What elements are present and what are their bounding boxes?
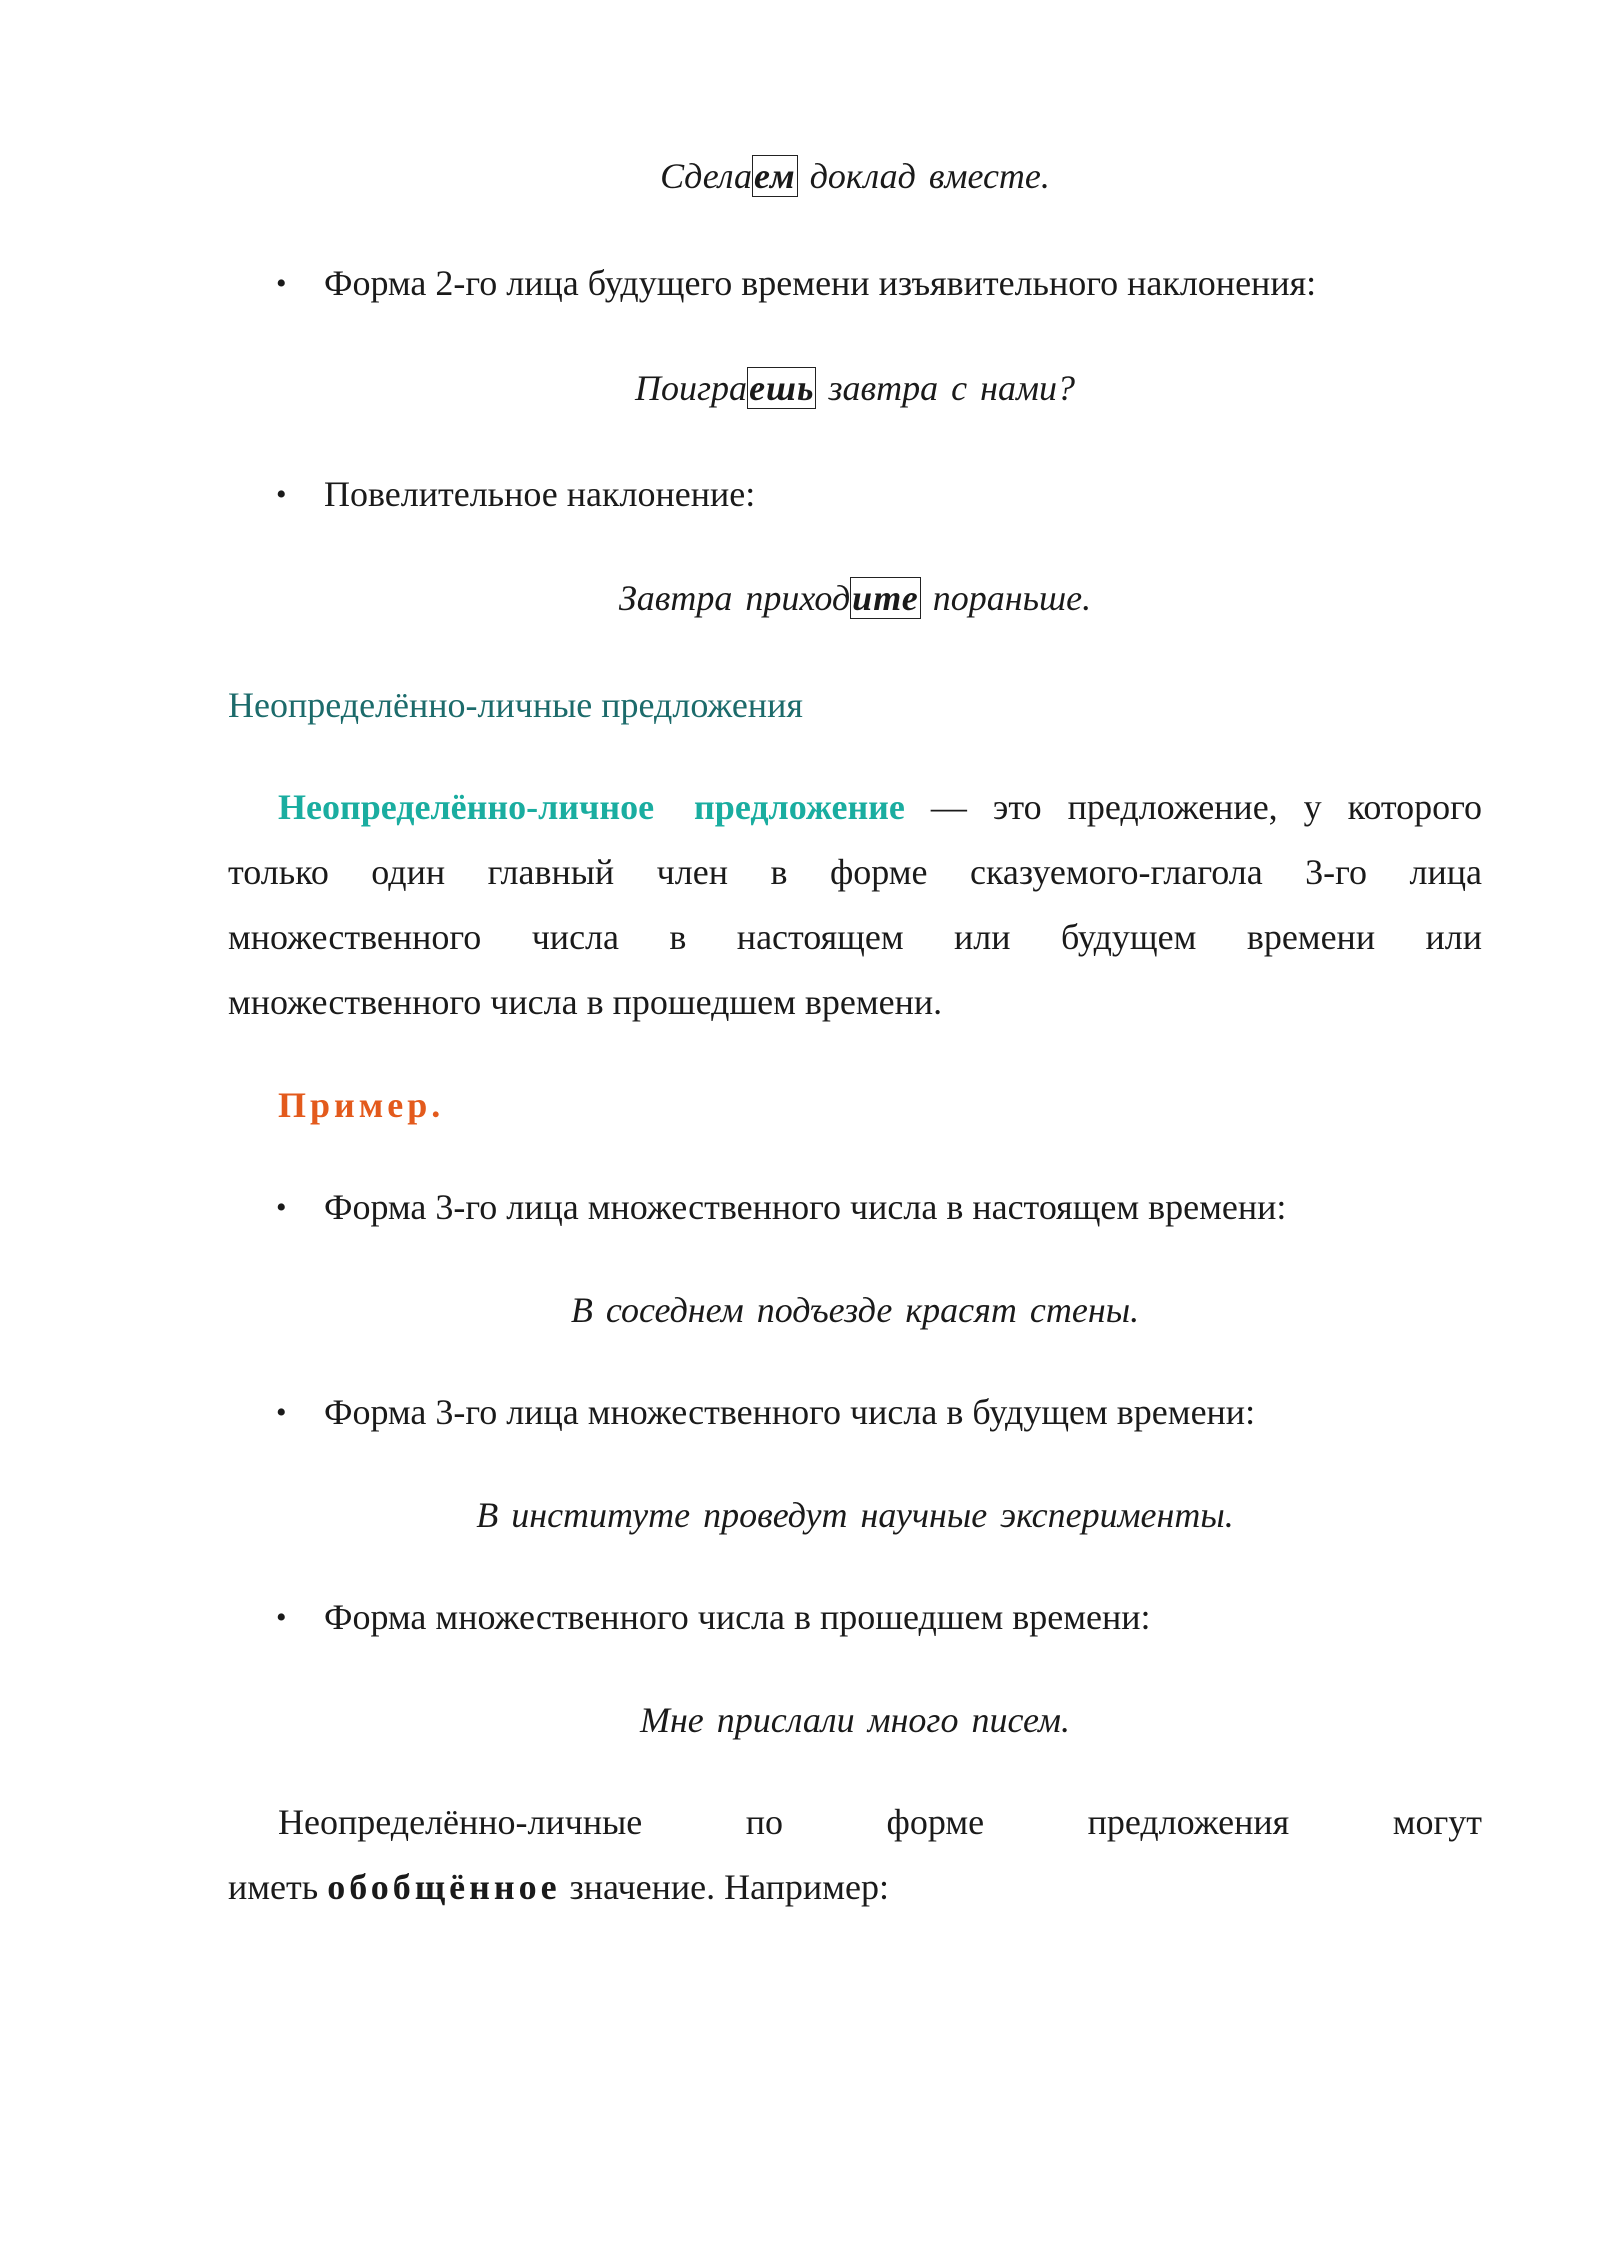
example-sentence-2: [228, 356, 1482, 421]
verb-ending-box: ите: [852, 578, 919, 618]
example-sentence: В институте проведут научные эксперименты.: [476, 1495, 1234, 1535]
bullet-icon: •: [276, 478, 287, 511]
closing-text: иметь: [228, 1867, 319, 1907]
example-label: [278, 1073, 1482, 1138]
bullet-icon: •: [276, 267, 287, 300]
bullet-icon: •: [276, 1601, 287, 1634]
list-item-text: Повелительное наклонение:: [324, 474, 756, 514]
example-sentence: В соседнем подъезде красят стены.: [570, 1290, 1140, 1330]
definition-line-4: множественного числа в прошедшем времени.: [228, 982, 943, 1022]
example-text: завтра с нами?: [828, 368, 1075, 408]
closing-line-1: Неопределённо-личные по форме предложения могут: [278, 1802, 1482, 1842]
example-sentence-3: [228, 566, 1482, 631]
defined-term: Неопределённо-личное предложение: [278, 787, 905, 827]
example-text: пораньше.: [932, 578, 1092, 618]
emphasized-word: обобщённое: [327, 1867, 561, 1907]
list-item-text: Форма 2-го лица будущего времени изъявительного наклонения:: [324, 263, 1317, 303]
example-text: доклад вместе.: [809, 156, 1050, 196]
section-heading: Неопределённо-личные предложения: [228, 685, 803, 725]
verb-ending-box: ешь: [749, 368, 815, 408]
list-item-text: Форма 3-го лица множественного числа в настоящем времени:: [324, 1187, 1287, 1227]
bullet-icon: •: [276, 1396, 287, 1429]
definition-line-3: множественного числа в настоящем или будущем времени или: [228, 917, 1482, 957]
verb-ending-box: ем: [753, 156, 796, 196]
example-label-text: Пример.: [278, 1085, 445, 1125]
definition-line-1: [278, 775, 1482, 840]
closing-text: значение. Например:: [569, 1867, 889, 1907]
definition-line-2: только один главный член в форме сказуемого-глагола 3-го лица: [228, 852, 1482, 892]
example-sentence-1: [228, 144, 1482, 209]
definition-text: — это предложение, у которого: [930, 787, 1482, 827]
example-text: Завтра приход: [618, 578, 851, 618]
example-sentence: Мне прислали много писем.: [639, 1700, 1071, 1740]
example-text: Сдела: [660, 156, 752, 196]
example-text: Поигра: [635, 368, 748, 408]
closing-line-2: [228, 1855, 1482, 1920]
list-item-text: Форма 3-го лица множественного числа в будущем времени:: [324, 1392, 1256, 1432]
document-page: [228, 0, 1482, 2262]
list-item-text: Форма множественного числа в прошедшем времени:: [324, 1597, 1151, 1637]
bullet-icon: •: [276, 1191, 287, 1224]
